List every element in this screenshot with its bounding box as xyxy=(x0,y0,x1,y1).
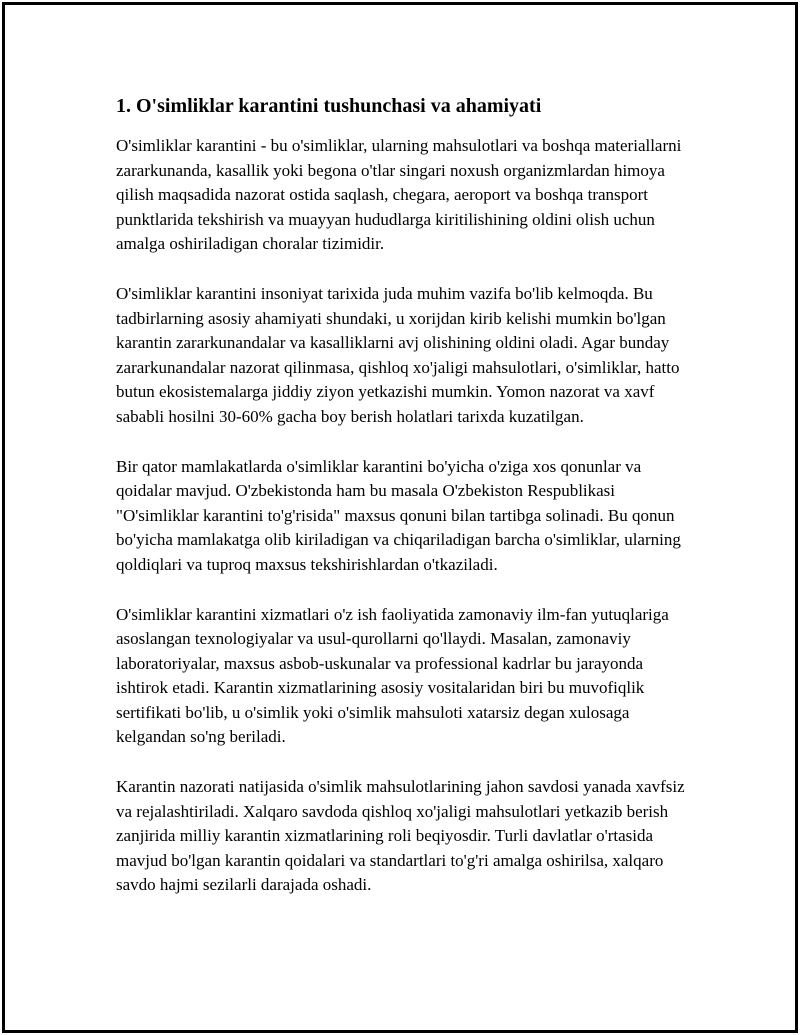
paragraph-legislation: Bir qator mamlakatlarda o'simliklar karantini bo'yicha o'ziga xos qonunlar va qoidalar mavjud. O'zbekistonda ham bu masala O'zbekiston Respublikasi "O'simliklar karantini to'g'risida" maxsus qonuni bilan tartibga solinadi. Bu qonun bo'yicha mamlakatga olib kiriladigan va chiqariladigan barcha o'simliklar, ularning qoldiqlari va tuproq maxsus tekshirishlardan o'tkaziladi. xyxy=(116,456,681,574)
paragraph-definition: O'simliklar karantini - bu o'simliklar, ularning mahsulotlari va boshqa materiallarni zararkunanda, kasallik yoki begona o'tlar singari noxush organizmlardan himoya qilish maqsadida nazorat ostida saqlash, chegara, aeroport va boshqa transport punktlarida tekshirish va muayyan hududlarga kiritilishining oldini olish uchun amalga oshiriladigan choralar tizimidir. xyxy=(116,136,682,254)
section-heading: 1. O'simliklar karantini tushunchasi va ahamiyati xyxy=(116,95,542,117)
paragraph-trade: Karantin nazorati natijasida o'simlik mahsulotlarining jahon savdosi yanada xavfsiz va rejalashtiriladi. Xalqaro savdoda qishloq xo'jaligi mahsulotlari yetkazib berish zanjirida milliy karantin xizmatlarining roli beqiyosdir. Turli davlatlar o'rtasida mavjud bo'lgan karantin qoidalari va standartlari to'g'ri amalga oshirilsa, xalqaro savdo hajmi sezilarli darajada oshadi. xyxy=(116,777,685,895)
paragraph-services: O'simliklar karantini xizmatlari o'z ish faoliyatida zamonaviy ilm-fan yutuqlariga asoslangan texnologiyalar va usul-qurollarni qo'llaydi. Masalan, zamonaviy laboratoriyalar, maxsus asbob-uskunalar va professional kadrlar bu jarayonda ishtirok etadi. Karantin xizmatlarining asosiy vositalaridan biri bu muvofiqlik sertifikati bo'lib, u o'simlik yoki o'simlik mahsuloti xatarsiz degan xulosaga kelgandan so'ng beriladi. xyxy=(116,604,669,747)
document-body xyxy=(116,93,686,923)
paragraph-importance: O'simliklar karantini insoniyat tarixida juda muhim vazifa bo'lib kelmoqda. Bu tadbirlarning asosiy ahamiyati shundaki, u xorijdan kirib kelishi mumkin bo'lgan karantin zararkunandalar va kasalliklarni avj olishining oldini oladi. Agar bunday zararkunandalar nazorat qilinmasa, qishloq xo'jaligi mahsulotlari, o'simliklar, hatto butun ekosistemalarga jiddiy ziyon yetkazishi mumkin. Yomon nazorat va xavf sababli hosilni 30-60% gacha boy berish holatlari tarixda kuzatilgan. xyxy=(116,283,680,426)
